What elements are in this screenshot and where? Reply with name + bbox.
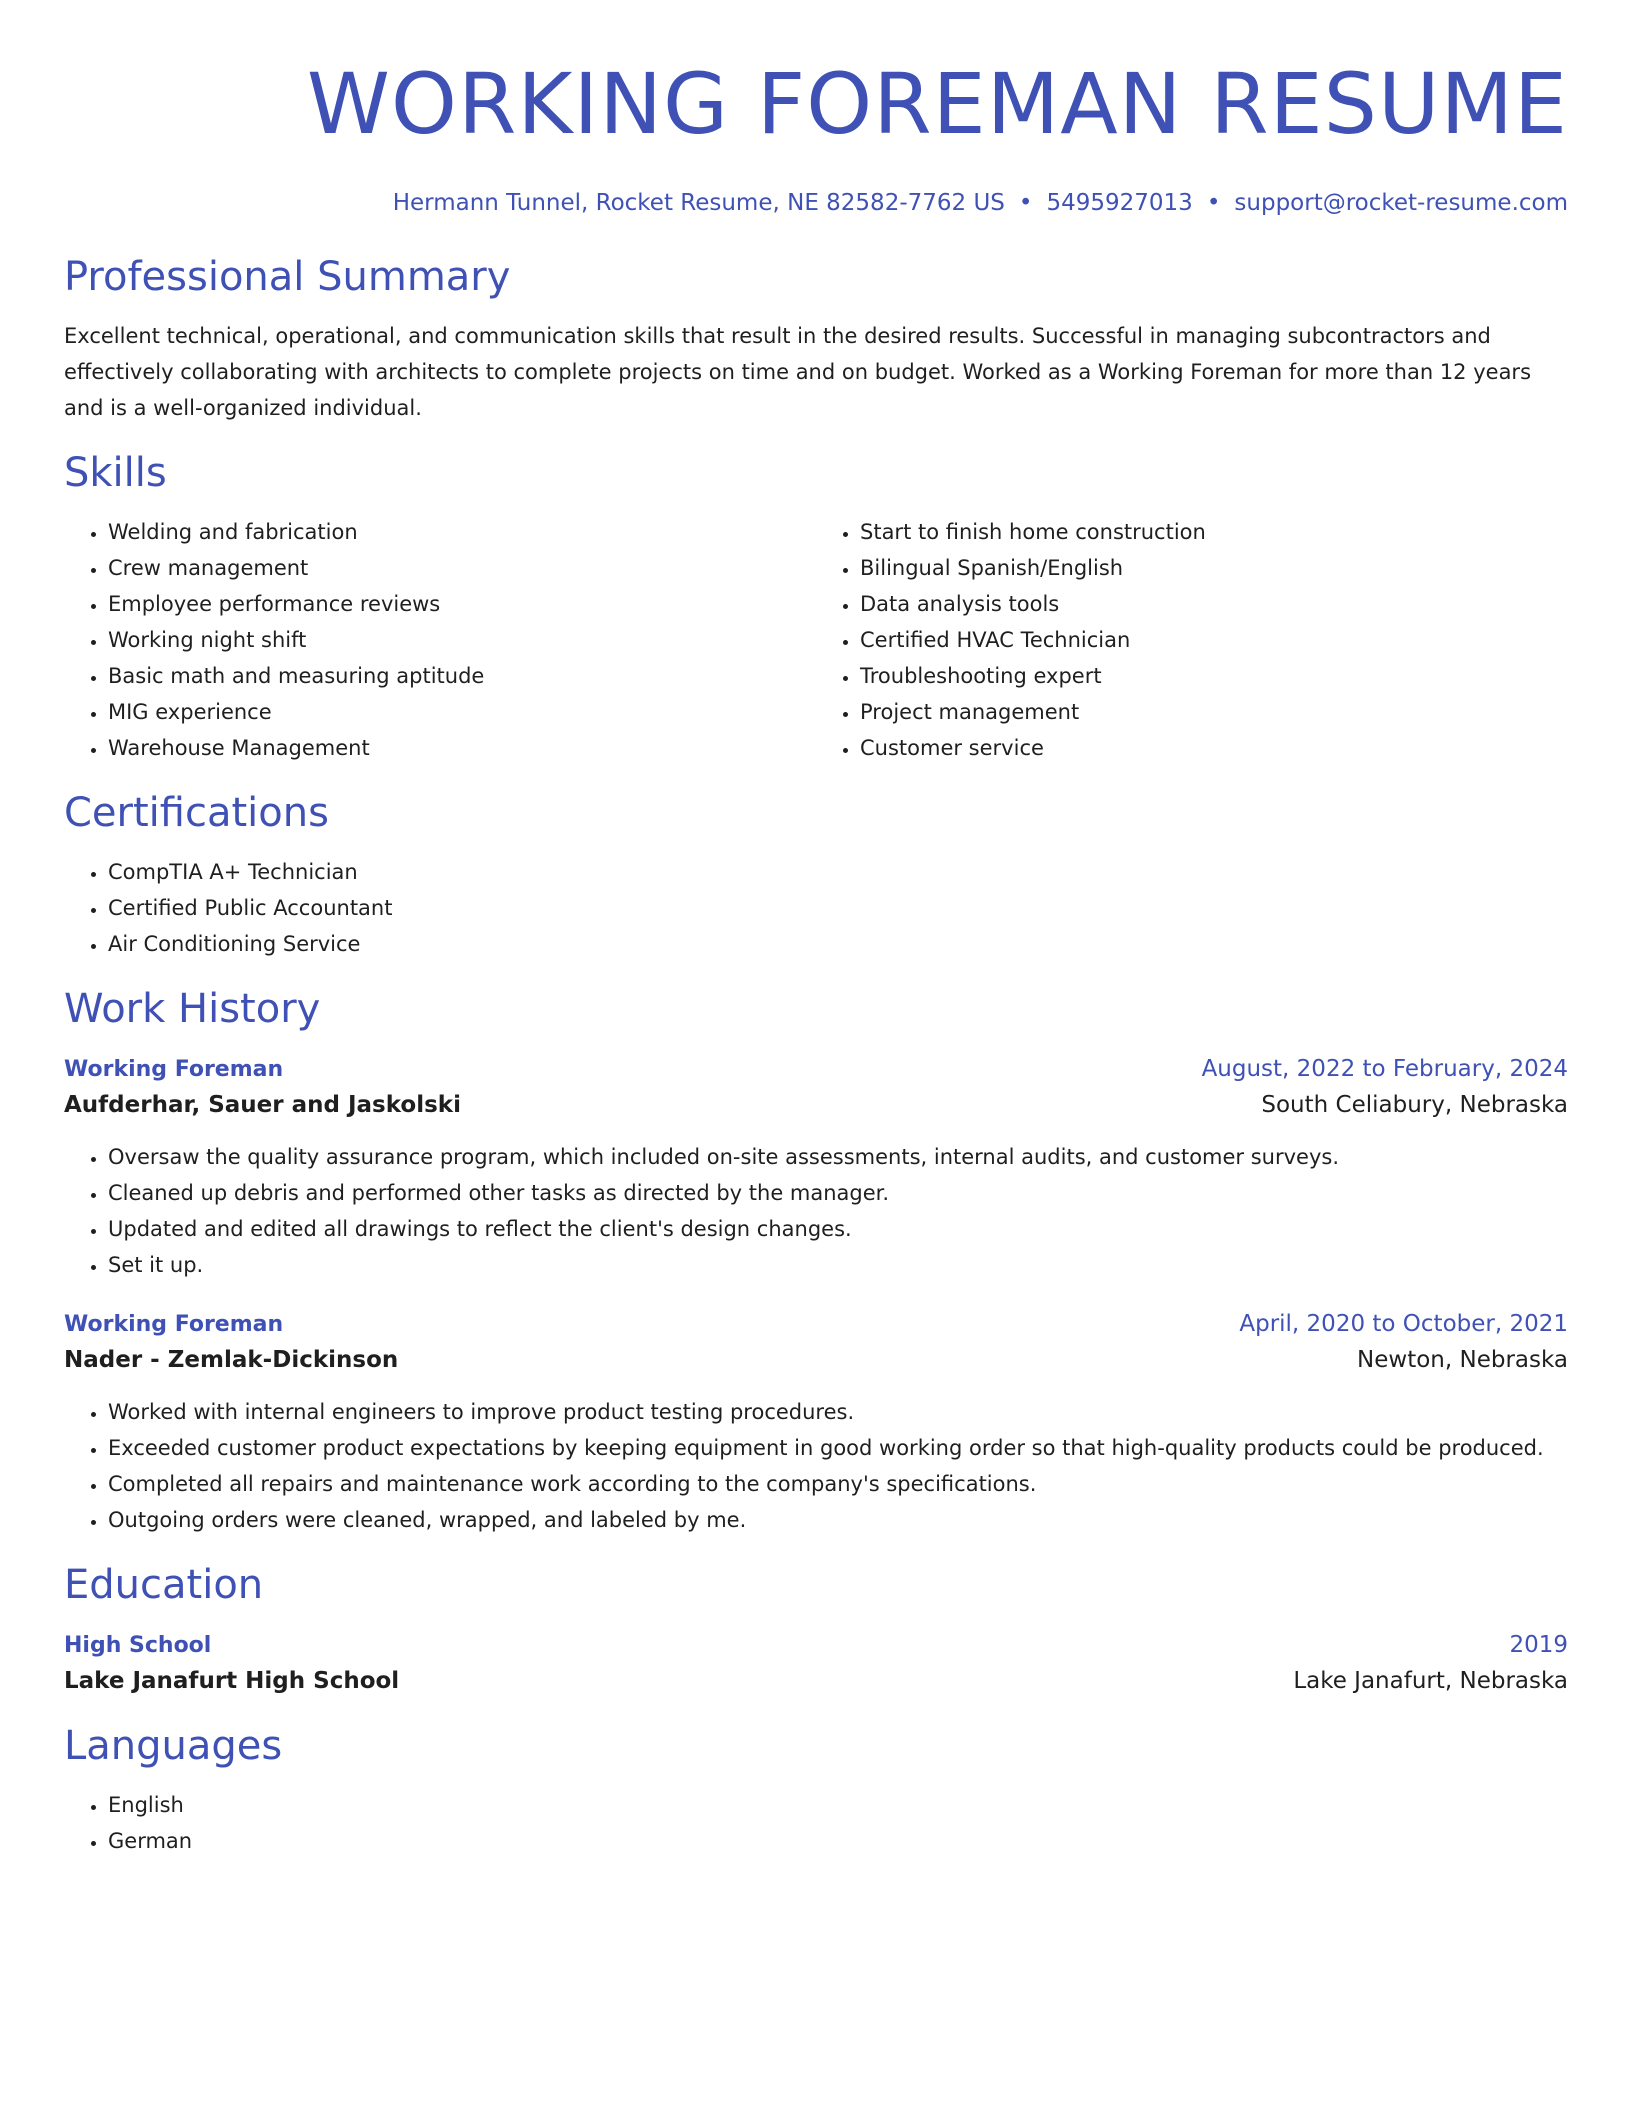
education-entry	[64, 1628, 1568, 1699]
company-name: Nader - Zemlak-Dickinson	[64, 1347, 399, 1373]
job-dates: August, 2022 to February, 2024	[1201, 1056, 1568, 1082]
company-name: Aufderhar, Sauer and Jaskolski	[64, 1092, 461, 1118]
job-duties-list	[64, 1139, 1568, 1283]
job-duty-item: • Oversaw the quality assurance program, which included on-site assessments, internal audits, and customer surveys.	[108, 1139, 1568, 1175]
skill-item: • Certified HVAC Technician	[860, 622, 1568, 658]
contact-phone: 5495927013	[1046, 190, 1193, 216]
language-item: • English	[108, 1787, 1568, 1823]
school-name: Lake Janafurt High School	[64, 1668, 400, 1694]
work-entry	[64, 1052, 1568, 1283]
skill-item: • Basic math and measuring aptitude	[108, 658, 816, 694]
degree-title: High School	[64, 1633, 212, 1658]
skill-item: • Data analysis tools	[860, 586, 1568, 622]
job-location: Newton, Nebraska	[1357, 1347, 1568, 1373]
job-duty-item: • Outgoing orders were cleaned, wrapped, and labeled by me.	[108, 1502, 1568, 1538]
education-year: 2019	[1509, 1632, 1568, 1658]
work-entry-header	[64, 1052, 1568, 1087]
work-entry-subheader	[64, 1342, 1568, 1378]
resume-header	[64, 56, 1568, 218]
certification-item: • Air Conditioning Service	[108, 926, 1568, 962]
resume-title: WORKING FOREMAN RESUME	[306, 55, 1568, 153]
language-item: • German	[108, 1823, 1568, 1859]
education-entry-header	[64, 1628, 1568, 1663]
work-entry-header	[64, 1307, 1568, 1342]
languages-list	[64, 1787, 1568, 1859]
skill-item: • MIG experience	[108, 694, 816, 730]
contact-address: Hermann Tunnel, Rocket Resume, NE 82582-7762 US	[392, 190, 1005, 216]
contact-line	[64, 188, 1568, 218]
summary-text: Excellent technical, operational, and communication skills that result in the desired results. Successful in managing subcontractors and effectively collaborating with architects to complete projects on time and on budget. Worked as a Working Foreman for more than 12 years and is a well-organized individual.	[64, 324, 1532, 420]
certification-item: • Certified Public Accountant	[108, 890, 1568, 926]
job-duty-item: • Exceeded customer product expectations by keeping equipment in good working order so that high-quality products could be produced.	[108, 1430, 1568, 1466]
certification-item: • CompTIA A+ Technician	[108, 854, 1568, 890]
education-entry-subheader	[64, 1663, 1568, 1699]
contact-separator: •	[1206, 190, 1221, 216]
job-dates: April, 2020 to October, 2021	[1239, 1311, 1568, 1337]
languages-heading: Languages	[64, 1723, 283, 1769]
skill-item: • Working night shift	[108, 622, 816, 658]
job-duty-item: • Completed all repairs and maintenance work according to the company's specifications.	[108, 1466, 1568, 1502]
summary-heading: Professional Summary	[64, 254, 511, 300]
certifications-list	[64, 854, 1568, 962]
skill-item: • Customer service	[860, 730, 1568, 766]
skill-item: • Crew management	[108, 550, 816, 586]
job-duty-item: • Worked with internal engineers to improve product testing procedures.	[108, 1394, 1568, 1430]
job-location: South Celiabury, Nebraska	[1261, 1092, 1568, 1118]
job-title: Working Foreman	[64, 1312, 284, 1337]
skill-item: • Welding and fabrication	[108, 514, 816, 550]
work-entry	[64, 1307, 1568, 1538]
contact-email[interactable]: support@rocket-resume.com	[1234, 190, 1568, 216]
skills-list-right	[816, 514, 1568, 766]
skills-list-left	[64, 514, 816, 766]
certifications-heading: Certifications	[64, 790, 329, 836]
skill-item: • Bilingual Spanish/English	[860, 550, 1568, 586]
contact-separator: •	[1018, 190, 1033, 216]
skills-heading: Skills	[64, 450, 167, 496]
job-duties-list	[64, 1394, 1568, 1538]
job-duty-item: • Cleaned up debris and performed other tasks as directed by the manager.	[108, 1175, 1568, 1211]
school-location: Lake Janafurt, Nebraska	[1293, 1668, 1568, 1694]
job-duty-item: • Updated and edited all drawings to reflect the client's design changes.	[108, 1211, 1568, 1247]
skill-item: • Warehouse Management	[108, 730, 816, 766]
skill-item: • Troubleshooting expert	[860, 658, 1568, 694]
skill-item: • Start to finish home construction	[860, 514, 1568, 550]
skill-item: • Project management	[860, 694, 1568, 730]
skill-item: • Employee performance reviews	[108, 586, 816, 622]
job-duty-item: • Set it up.	[108, 1247, 1568, 1283]
education-heading: Education	[64, 1562, 264, 1608]
work-history-heading: Work History	[64, 986, 321, 1032]
skills-grid	[64, 498, 1568, 766]
work-entry-subheader	[64, 1087, 1568, 1123]
job-title: Working Foreman	[64, 1057, 284, 1082]
